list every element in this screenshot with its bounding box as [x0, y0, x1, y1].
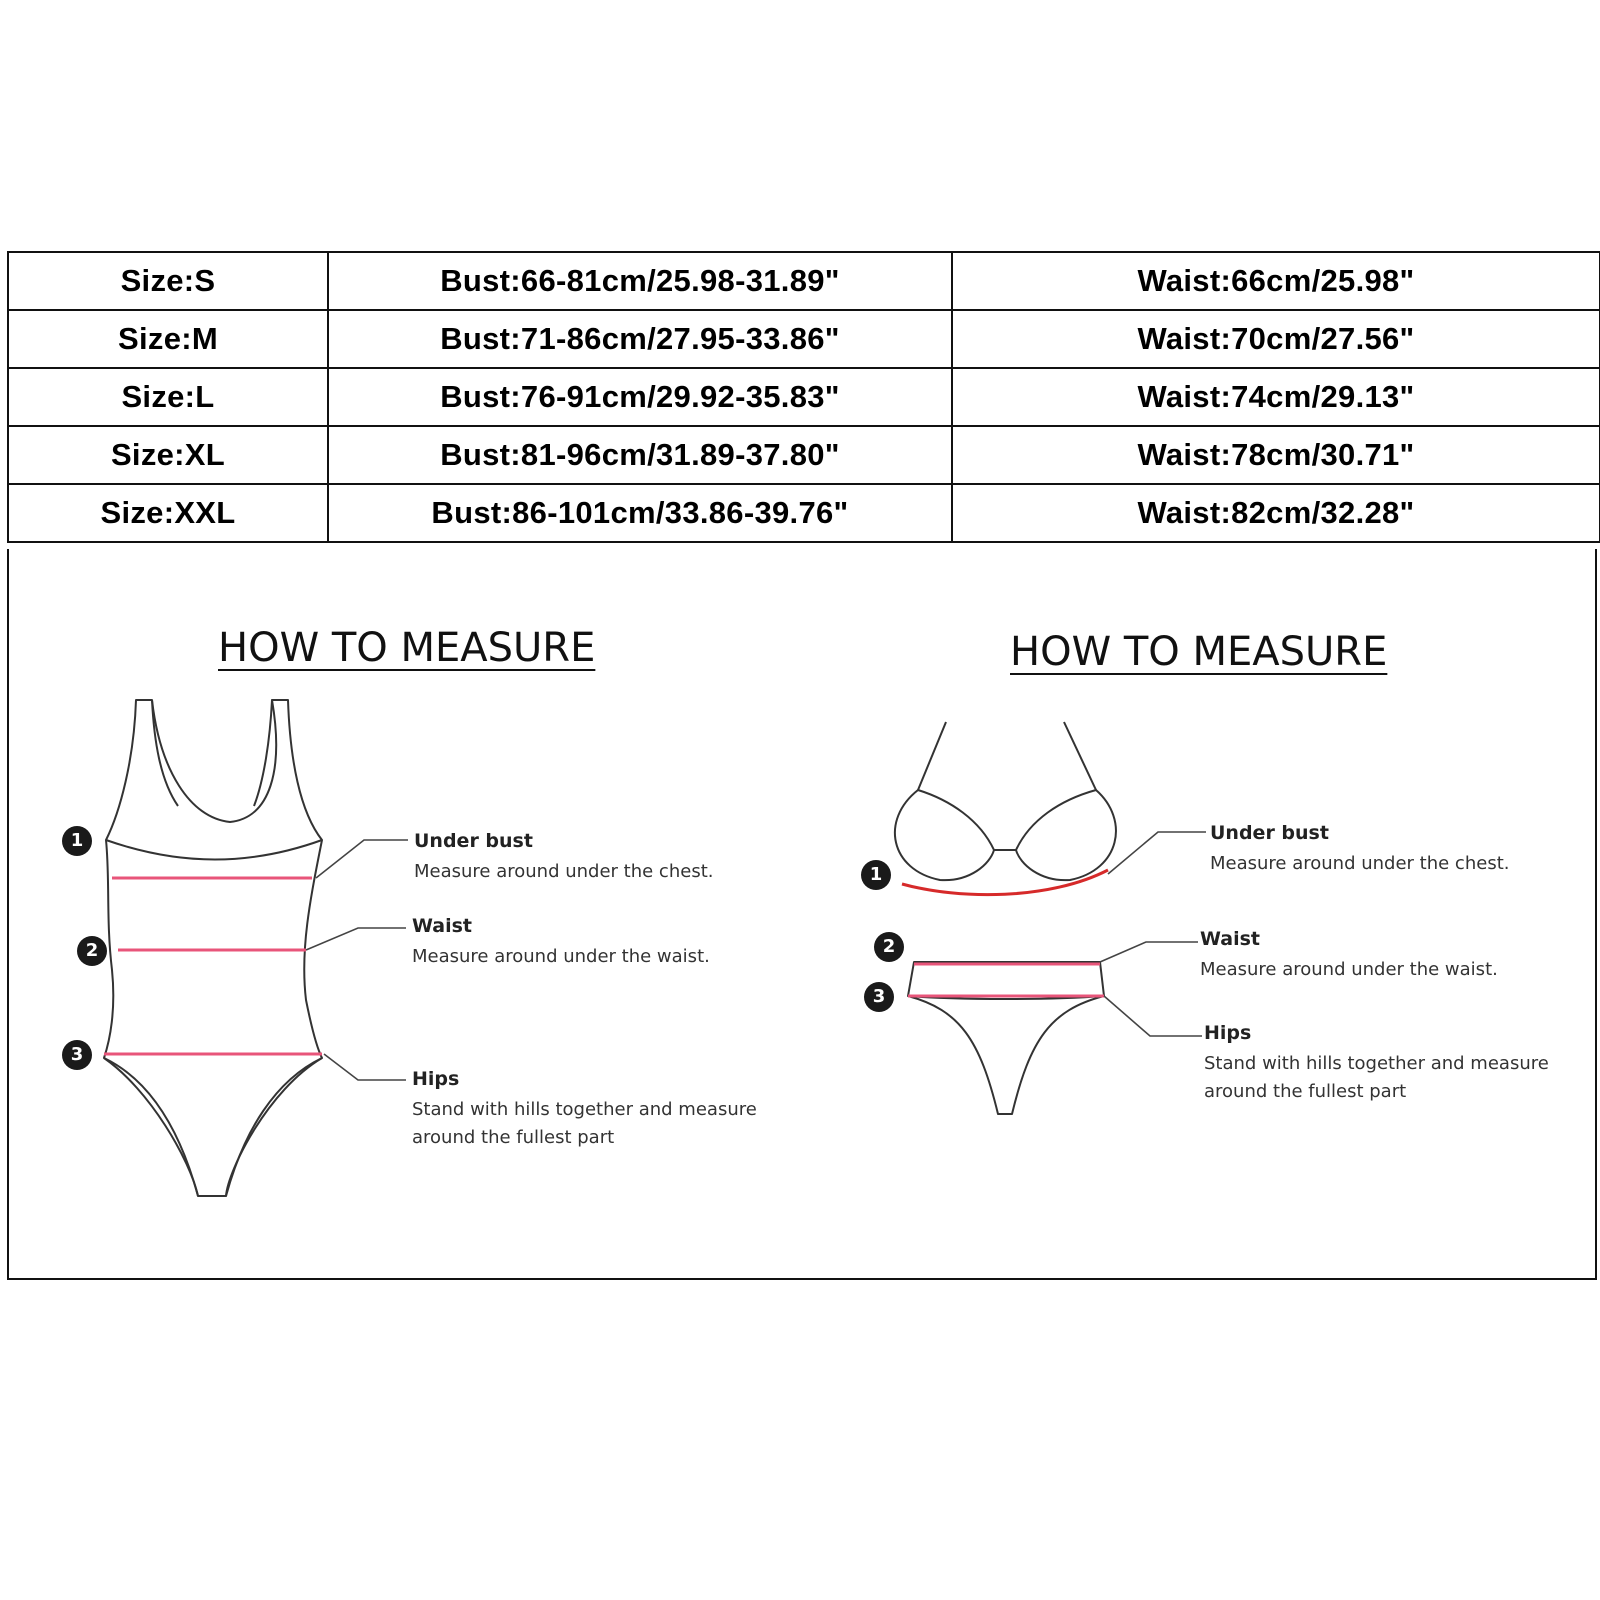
- waist-label: [412, 915, 710, 971]
- step-3-badge-icon: 3: [864, 982, 894, 1012]
- waist-cell: Waist:78cm/30.71": [952, 426, 1600, 484]
- size-cell: Size:S: [8, 252, 328, 310]
- size-cell: Size:XL: [8, 426, 328, 484]
- step-description: Stand with hills together and measure: [412, 1099, 757, 1120]
- bikini-measure-lines: [902, 870, 1108, 996]
- step-description: Measure around under the waist.: [1200, 959, 1498, 980]
- bikini-leader-lines: [1100, 832, 1206, 1036]
- one-piece-measure-lines: [104, 878, 322, 1054]
- step-heading: Under bust: [1210, 822, 1329, 844]
- step-heading: Hips: [1204, 1022, 1252, 1044]
- bust-cell: Bust:86-101cm/33.86-39.76": [328, 484, 952, 542]
- step-1-badge-icon: 1: [62, 826, 92, 856]
- waist-cell: Waist:74cm/29.13": [952, 368, 1600, 426]
- under-bust-label: [1210, 822, 1509, 878]
- step-description: around the fullest part: [1204, 1081, 1407, 1102]
- bust-cell: Bust:81-96cm/31.89-37.80": [328, 426, 952, 484]
- step-description: Stand with hills together and measure: [1204, 1053, 1549, 1074]
- step-heading: Under bust: [414, 830, 533, 852]
- step-2-badge-icon: 2: [874, 932, 904, 962]
- size-cell: Size:L: [8, 368, 328, 426]
- step-3-badge-icon: 3: [62, 1040, 92, 1070]
- under-bust-label: [414, 830, 713, 886]
- waist-cell: Waist:82cm/32.28": [952, 484, 1600, 542]
- bust-cell: Bust:76-91cm/29.92-35.83": [328, 368, 952, 426]
- step-2-badge-icon: 2: [77, 936, 107, 966]
- bust-cell: Bust:71-86cm/27.95-33.86": [328, 310, 952, 368]
- step-description: Measure around under the chest.: [1210, 853, 1510, 874]
- waist-label: [1200, 928, 1498, 984]
- one-piece-leader-lines: [306, 840, 408, 1080]
- one-piece-guide-title: HOW TO MEASURE: [218, 625, 596, 671]
- waist-cell: Waist:70cm/27.56": [952, 310, 1600, 368]
- waist-cell: Waist:66cm/25.98": [952, 252, 1600, 310]
- size-cell: Size:M: [8, 310, 328, 368]
- step-description: around the fullest part: [412, 1127, 615, 1148]
- bust-cell: Bust:66-81cm/25.98-31.89": [328, 252, 952, 310]
- hips-label: [1204, 1022, 1549, 1106]
- hips-label: [412, 1068, 757, 1152]
- step-heading: Waist: [1200, 928, 1261, 950]
- step-1-badge-icon: 1: [861, 860, 891, 890]
- step-heading: Waist: [412, 915, 473, 937]
- step-heading: Hips: [412, 1068, 460, 1090]
- bikini-guide-title: HOW TO MEASURE: [1010, 629, 1388, 675]
- step-description: Measure around under the waist.: [412, 946, 710, 967]
- step-description: Measure around under the chest.: [414, 861, 714, 882]
- one-piece-swimsuit-icon: [104, 700, 322, 1196]
- size-cell: Size:XXL: [8, 484, 328, 542]
- bikini-icon: [895, 722, 1116, 1114]
